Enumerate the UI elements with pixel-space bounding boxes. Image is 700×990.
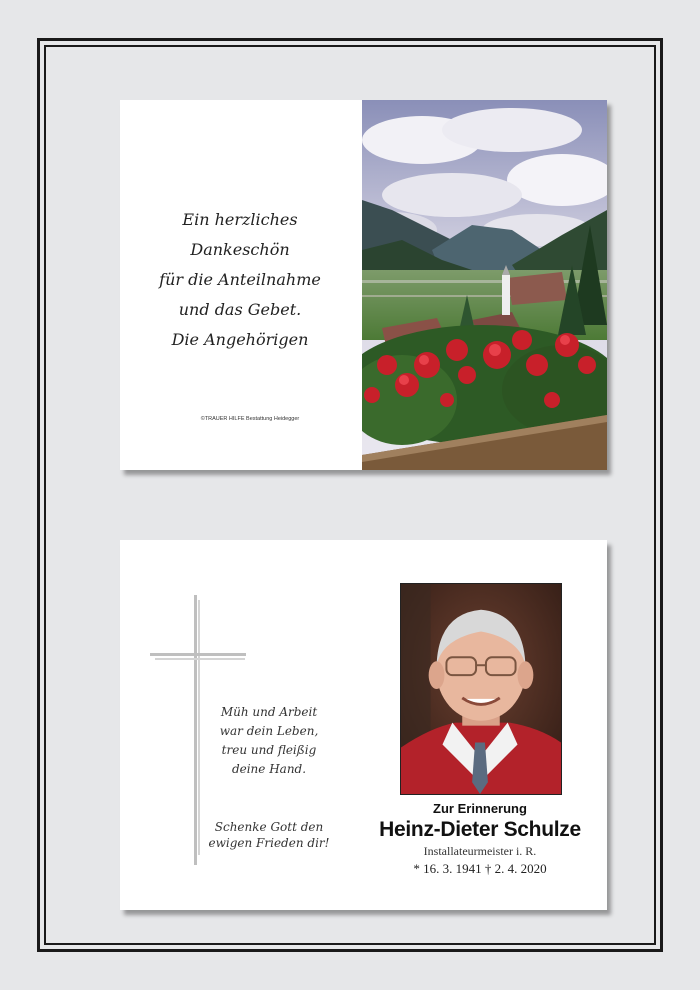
thank-you-card <box>120 100 607 470</box>
verse-line: war dein Leben, <box>219 724 319 738</box>
verse-line: ewigen Frieden dir! <box>208 836 330 850</box>
verse-line: treu und fleißig <box>221 743 317 757</box>
thank-you-line: für die Anteilnahme <box>159 270 321 289</box>
memorial-card <box>120 540 607 910</box>
memorial-heading: Zur Erinnerung <box>433 801 527 816</box>
life-dates: * 16. 3. 1941 † 2. 4. 2020 <box>413 861 547 876</box>
thank-you-line: Ein herzliches <box>182 210 298 229</box>
credit-text: ©TRAUER HILFE Bestattung Heidegger <box>200 416 300 422</box>
verse-first <box>215 703 323 779</box>
thank-you-text <box>120 205 360 355</box>
portrait-photo <box>400 583 562 795</box>
thank-you-signature: Die Angehörigen <box>171 330 309 349</box>
verse-line: Schenke Gott den <box>214 820 324 834</box>
deceased-name: Heinz-Dieter Schulze <box>379 818 581 841</box>
deceased-profession: Installateurmeister i. R. <box>423 844 537 858</box>
thank-you-line: Dankeschön <box>190 240 290 259</box>
thank-you-line: und das Gebet. <box>178 300 302 319</box>
verse-line: deine Hand. <box>231 762 307 776</box>
alpine-valley-geraniums-photo <box>362 100 607 470</box>
verse-line: Müh und Arbeit <box>220 705 318 719</box>
verse-second <box>205 819 333 851</box>
